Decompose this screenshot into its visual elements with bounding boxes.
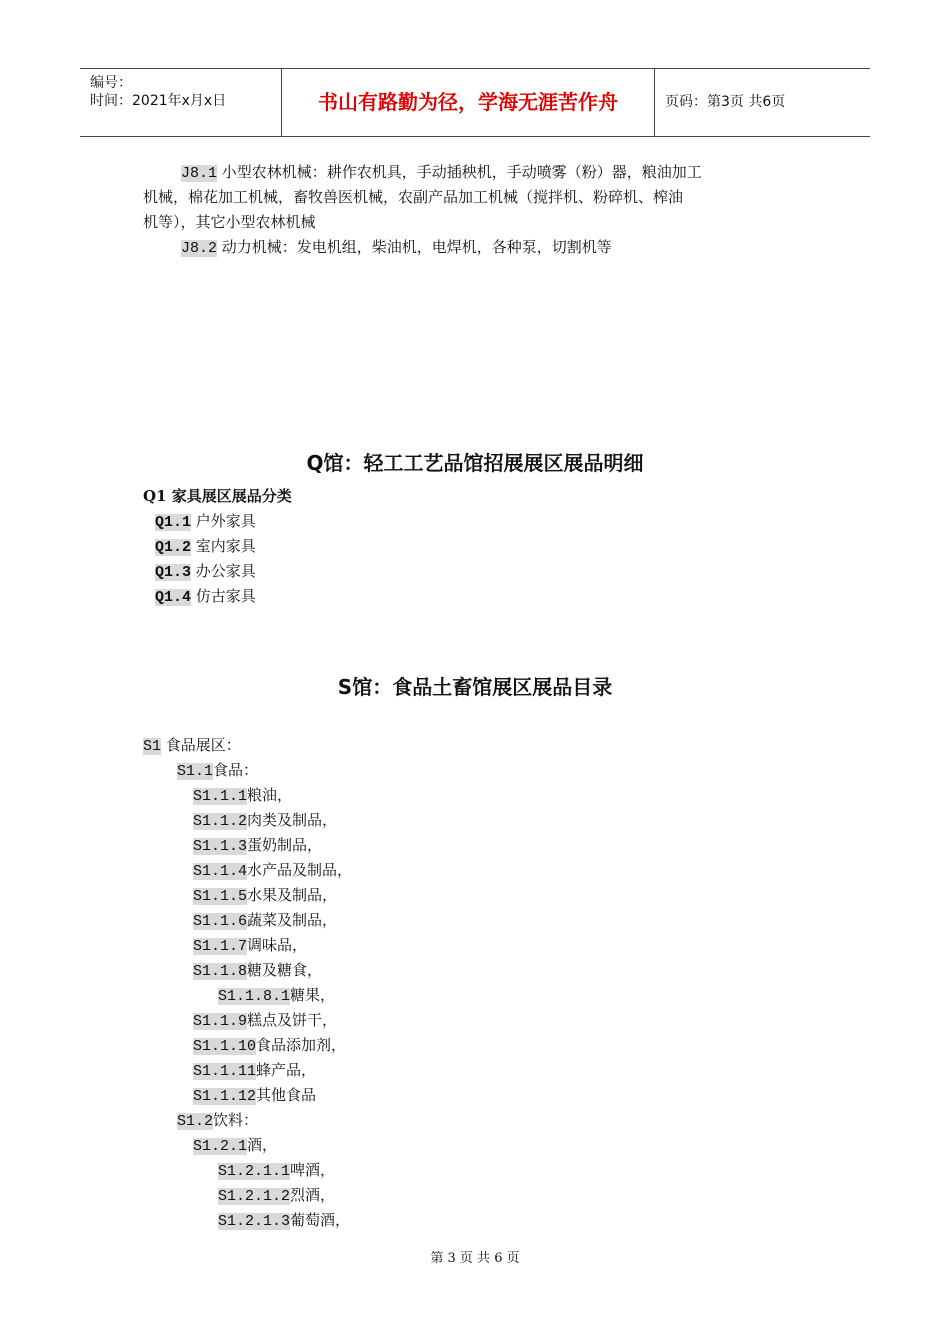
item-code: S1.1.4	[193, 863, 248, 880]
header-page: 页码：第3页 共6页	[665, 94, 786, 110]
list-item	[193, 1009, 337, 1030]
item-code: S1.1.11	[193, 1063, 257, 1080]
item-label: 蔬菜及制品，	[247, 911, 338, 929]
item-code: S1.1.1	[193, 788, 248, 805]
item-code: S1.1.2	[193, 813, 248, 830]
list-item	[218, 1184, 335, 1205]
item-label: 粮油，	[247, 786, 293, 804]
list-item	[193, 1034, 346, 1055]
q-item-code: Q1.3	[155, 564, 192, 581]
s121-line	[193, 1134, 277, 1155]
list-item	[193, 834, 322, 855]
s11-label: 食品：	[213, 761, 259, 779]
s1-label: 食品展区：	[161, 736, 241, 754]
list-item	[193, 909, 337, 930]
item-label: 水产品及制品，	[247, 861, 353, 879]
list-item	[193, 784, 292, 805]
j81-text-1: 小型农林机械：耕作农机具，手动插秧机，手动喷雾（粉）器，粮油加工	[217, 163, 702, 181]
s11-line	[177, 759, 258, 780]
q-item-code: Q1.1	[155, 514, 192, 531]
item-code: S1.2.1.2	[218, 1188, 291, 1205]
s12-line	[177, 1109, 258, 1130]
item-code: S1.1.6	[193, 913, 248, 930]
item-label: 烈酒，	[290, 1186, 336, 1204]
j82-line	[181, 236, 612, 257]
item-code: S1.1.10	[193, 1038, 257, 1055]
j81-code: J8.1	[181, 165, 218, 182]
item-code: S1.1.8.1	[218, 988, 291, 1005]
page-footer: 第 3 页 共 6 页	[430, 1251, 520, 1266]
item-code: S1.1.12	[193, 1088, 257, 1105]
s1-code: S1	[143, 738, 162, 755]
item-label: 水果及制品，	[247, 886, 338, 904]
list-item	[193, 1084, 316, 1105]
list-item	[193, 1059, 316, 1080]
list-item	[155, 535, 256, 556]
q-item-label: 办公家具	[191, 562, 256, 580]
item-label: 糖果，	[290, 986, 336, 1004]
s1-line	[143, 734, 241, 755]
list-item	[193, 809, 337, 830]
list-item	[193, 859, 352, 880]
q-item-label: 仿古家具	[191, 587, 256, 605]
page-header	[80, 68, 870, 137]
q-item-label: 户外家具	[191, 512, 256, 530]
list-item	[193, 934, 307, 955]
j82-text: 动力机械：发电机组，柴油机，电焊机，各种泵，切割机等	[217, 238, 612, 256]
list-item	[218, 1209, 350, 1230]
item-label: 肉类及制品，	[247, 811, 338, 829]
q-item-label: 室内家具	[191, 537, 256, 555]
item-code: S1.2.1.3	[218, 1213, 291, 1230]
list-item	[193, 959, 322, 980]
item-label: 其他食品	[256, 1086, 317, 1104]
j82-code: J8.2	[181, 240, 218, 257]
header-meta	[80, 69, 282, 136]
item-code: S1.1.8	[193, 963, 248, 980]
j81-text-3: 机等），其它小型农林机械	[143, 213, 316, 231]
header-motto: 书山有路勤为径，学海无涯苦作舟	[282, 69, 655, 136]
s-section-title: S馆：食品土畜馆展区展品目录	[337, 675, 613, 699]
header-number: 编号：	[90, 75, 132, 91]
list-item	[155, 560, 256, 581]
item-label: 食品添加剂，	[256, 1036, 347, 1054]
q-item-code: Q1.4	[155, 589, 192, 606]
item-code: S1.1.9	[193, 1013, 248, 1030]
item-code: S1.1.7	[193, 938, 248, 955]
item-label: 糖及糖食，	[247, 961, 323, 979]
list-item	[155, 510, 256, 531]
j81-line	[181, 161, 702, 182]
item-label: 啤酒，	[290, 1161, 336, 1179]
item-label: 糕点及饼干，	[247, 1011, 338, 1029]
list-item	[218, 984, 335, 1005]
header-time: 时间：2021年x月x日	[90, 93, 227, 109]
s12-label: 饮料：	[213, 1111, 259, 1129]
s11-code: S1.1	[177, 763, 214, 780]
item-code: S1.1.5	[193, 888, 248, 905]
item-label: 蜂产品，	[256, 1061, 317, 1079]
list-item	[155, 585, 256, 606]
q-section-title: Q馆：轻工工艺品馆招展展区展品明细	[306, 451, 644, 475]
list-item	[193, 884, 337, 905]
item-code: S1.1.3	[193, 838, 248, 855]
s121-code: S1.2.1	[193, 1138, 248, 1155]
s12-code: S1.2	[177, 1113, 214, 1130]
item-code: S1.2.1.1	[218, 1163, 291, 1180]
s121-label: 酒，	[247, 1136, 278, 1154]
list-item	[218, 1159, 335, 1180]
item-label: 调味品，	[247, 936, 308, 954]
item-label: 蛋奶制品，	[247, 836, 323, 854]
q-item-code: Q1.2	[155, 539, 192, 556]
q1-heading: Q1 家具展区展品分类	[143, 487, 292, 505]
j81-text-2: 机械，棉花加工机械，畜牧兽医机械，农副产品加工机械（搅拌机、粉碎机、榨油	[143, 188, 684, 206]
item-label: 葡萄酒，	[290, 1211, 351, 1229]
